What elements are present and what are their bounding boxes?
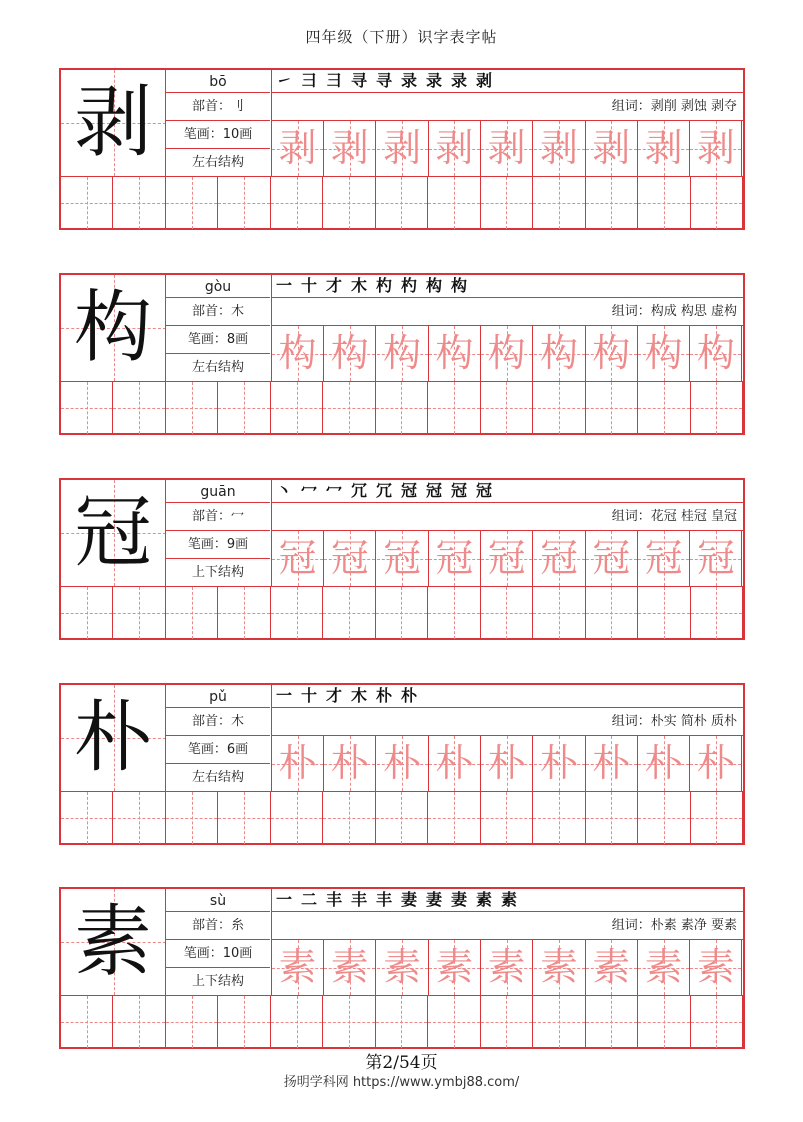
trace-character: 冠 [383,536,422,580]
stroke-step: 冗 [351,481,368,500]
stroke-order [272,275,743,298]
tracing-row [272,531,743,586]
tracing-cell[interactable] [481,121,533,176]
stroke-step: 冠 [426,481,443,500]
practice-cell[interactable] [61,587,113,639]
radical-label: 部首：冖 [166,503,270,531]
stroke-count-label: 笔画：6画 [166,736,270,764]
practice-cell[interactable] [218,792,270,844]
tracing-cell[interactable] [481,531,533,586]
tracing-cell[interactable] [429,121,481,176]
practice-cell[interactable] [376,587,428,639]
practice-cell[interactable] [638,996,690,1048]
stroke-step: 木 [351,276,368,295]
tracing-cell[interactable] [272,121,324,176]
practice-cell[interactable] [481,177,533,229]
practice-cell[interactable] [533,177,585,229]
practice-row [61,586,743,638]
tracing-cell[interactable] [690,940,742,995]
word-examples: 组词：花冠 桂冠 皇冠 [272,503,743,531]
character-card [59,273,745,435]
stroke-count-label: 笔画：10画 [166,940,270,968]
practice-cell[interactable] [323,792,375,844]
tracing-cell[interactable] [638,940,690,995]
stroke-step: 杓 [401,276,418,295]
pinyin-label: bō [166,70,270,93]
page-title: 四年级（下册）识字表字帖 [305,28,498,46]
practice-cell[interactable] [218,996,270,1048]
tracing-cell[interactable] [638,121,690,176]
tracing-cell[interactable] [586,736,638,791]
practice-cell[interactable] [533,792,585,844]
tracing-cell[interactable] [690,326,742,381]
trace-character: 朴 [383,741,422,785]
practice-cell[interactable] [691,382,743,434]
word-examples: 组词：构成 构思 虚构 [272,298,743,326]
stroke-step: 素 [476,890,493,909]
trace-character: 构 [330,331,369,375]
practice-cell[interactable] [638,382,690,434]
practice-cell[interactable] [638,177,690,229]
tracing-row [272,940,743,995]
practice-cell[interactable] [428,382,480,434]
practice-cell[interactable] [271,382,323,434]
tracing-cell[interactable] [429,326,481,381]
structure-label: 左右结构 [191,155,244,170]
character-card [59,887,745,1049]
practice-cell[interactable] [481,996,533,1048]
stroke-step: 丰 [351,890,368,909]
practice-cell[interactable] [533,996,585,1048]
practice-cell[interactable] [166,587,218,639]
pinyin-label: pǔ [166,685,270,708]
character-card [59,68,745,230]
practice-cell[interactable] [691,587,743,639]
tracing-cell[interactable] [690,121,742,176]
model-character: 素 [61,889,166,995]
practice-row [61,381,743,433]
trace-character: 朴 [330,741,369,785]
stroke-step: 素 [501,890,518,909]
stroke-step: 剥 [476,71,493,90]
tracing-cell[interactable] [429,940,481,995]
tracing-cell[interactable] [272,940,324,995]
tracing-cell[interactable] [586,326,638,381]
tracing-cell[interactable] [481,736,533,791]
practice-cell[interactable] [113,792,165,844]
stroke-step: 丰 [326,890,343,909]
practice-cell[interactable] [323,587,375,639]
tracing-cell[interactable] [638,736,690,791]
model-character: 朴 [61,685,166,791]
trace-character: 冠 [539,536,578,580]
tracing-cell[interactable] [324,531,376,586]
stroke-step: 十 [301,686,318,705]
tracing-cell[interactable] [272,531,324,586]
structure-label: 上下结构 [191,974,244,989]
practice-cell[interactable] [376,792,428,844]
model-character: 冠 [61,480,166,586]
practice-cell[interactable] [113,382,165,434]
stroke-order [272,70,743,93]
trace-character: 冠 [592,536,631,580]
stroke-step: 冠 [401,481,418,500]
practice-row [61,995,743,1047]
stroke-step: 一 [276,276,293,295]
tracing-cell[interactable] [690,531,742,586]
stroke-step: 才 [326,276,343,295]
trace-character: 素 [330,945,369,989]
trace-character: 素 [383,945,422,989]
tracing-cell[interactable] [272,326,324,381]
trace-character: 构 [696,331,735,375]
trace-character: 构 [539,331,578,375]
stroke-step: 杓 [376,276,393,295]
character-card [59,683,745,845]
word-examples: 组词：朴素 素净 要素 [272,912,743,940]
stroke-step: 妻 [451,890,468,909]
structure-label: 上下结构 [191,565,244,580]
practice-cell[interactable] [218,587,270,639]
model-character: 构 [61,275,166,381]
tracing-cell[interactable] [429,531,481,586]
character-info [166,685,272,791]
stroke-step: 构 [426,276,443,295]
trace-character: 构 [592,331,631,375]
trace-character: 素 [592,945,631,989]
stroke-step: 录 [451,71,468,90]
tracing-cell[interactable] [324,940,376,995]
character-card [59,478,745,640]
trace-character: 素 [487,945,526,989]
trace-character: 冠 [487,536,526,580]
trace-character: 构 [278,331,317,375]
trace-character: 冠 [644,536,683,580]
stroke-step: 寻 [351,71,368,90]
trace-character: 构 [435,331,474,375]
trace-character: 剥 [592,126,631,170]
stroke-step: 录 [401,71,418,90]
practice-row [61,176,743,228]
word-examples: 组词：朴实 简朴 质朴 [272,708,743,736]
pinyin-label: gòu [166,275,270,298]
trace-character: 朴 [592,741,631,785]
trace-character: 朴 [435,741,474,785]
practice-cell[interactable] [376,177,428,229]
page-number: 第2/54页 [365,1053,438,1073]
practice-cell[interactable] [61,382,113,434]
practice-cell[interactable] [586,792,638,844]
stroke-order [272,480,743,503]
stroke-step: 才 [326,686,343,705]
trace-character: 素 [539,945,578,989]
practice-cell[interactable] [218,382,270,434]
tracing-cell[interactable] [481,940,533,995]
practice-cell[interactable] [428,792,480,844]
practice-cell[interactable] [586,382,638,434]
tracing-cell[interactable] [377,940,429,995]
tracing-cell[interactable] [638,531,690,586]
practice-cell[interactable] [586,177,638,229]
trace-character: 构 [383,331,422,375]
practice-cell[interactable] [271,587,323,639]
trace-character: 朴 [644,741,683,785]
stroke-count-label: 笔画：8画 [166,326,270,354]
stroke-step: 冗 [376,481,393,500]
stroke-step: 朴 [401,686,418,705]
stroke-step: 二 [301,890,318,909]
stroke-order [272,685,743,708]
practice-cell[interactable] [586,587,638,639]
word-examples: 组词：剥削 剥蚀 剥夺 [272,93,743,121]
practice-cell[interactable] [323,177,375,229]
trace-character: 剥 [644,126,683,170]
stroke-step: ㇀ [276,71,293,90]
stroke-step: 彐 [326,71,343,90]
practice-cell[interactable] [166,996,218,1048]
tracing-cell[interactable] [534,326,586,381]
stroke-step: 构 [451,276,468,295]
practice-cell[interactable] [61,792,113,844]
tracing-cell[interactable] [324,326,376,381]
stroke-step: 十 [301,276,318,295]
trace-character: 朴 [278,741,317,785]
trace-character: 朴 [487,741,526,785]
trace-character: 剥 [330,126,369,170]
tracing-cell[interactable] [429,736,481,791]
tracing-cell[interactable] [586,121,638,176]
practice-cell[interactable] [113,177,165,229]
practice-cell[interactable] [428,587,480,639]
tracing-cell[interactable] [324,121,376,176]
stroke-step: 冖 [301,481,318,500]
tracing-cell[interactable] [534,736,586,791]
stroke-step: 冠 [451,481,468,500]
practice-cell[interactable] [323,996,375,1048]
stroke-step: 一 [276,890,293,909]
practice-cell[interactable] [271,996,323,1048]
practice-cell[interactable] [533,382,585,434]
practice-cell[interactable] [586,996,638,1048]
trace-character: 冠 [696,536,735,580]
practice-cell[interactable] [166,177,218,229]
tracing-cell[interactable] [377,531,429,586]
trace-character: 素 [696,945,735,989]
radical-label: 部首：糸 [166,912,270,940]
trace-character: 剥 [435,126,474,170]
trace-character: 素 [278,945,317,989]
practice-cell[interactable] [113,587,165,639]
stroke-step: 朴 [376,686,393,705]
practice-cell[interactable] [428,177,480,229]
practice-cell[interactable] [691,996,743,1048]
trace-character: 冠 [330,536,369,580]
site-footer: 扬明学科网 https://www.ymbj88.com/ [283,1075,520,1090]
stroke-step: 妻 [426,890,443,909]
tracing-cell[interactable] [377,736,429,791]
structure-label: 左右结构 [191,770,244,785]
practice-cell[interactable] [376,996,428,1048]
trace-character: 素 [644,945,683,989]
practice-cell[interactable] [428,996,480,1048]
character-info [166,70,272,176]
practice-cell[interactable] [271,177,323,229]
tracing-cell[interactable] [481,326,533,381]
tracing-cell[interactable] [586,940,638,995]
stroke-step: 录 [426,71,443,90]
pinyin-label: guān [166,480,270,503]
stroke-step: 冠 [476,481,493,500]
stroke-step: 寻 [376,71,393,90]
character-info [166,889,272,995]
practice-cell[interactable] [481,587,533,639]
trace-character: 朴 [696,741,735,785]
character-info [166,480,272,586]
trace-character: 剥 [539,126,578,170]
practice-cell[interactable] [481,382,533,434]
tracing-cell[interactable] [534,121,586,176]
practice-cell[interactable] [638,587,690,639]
tracing-cell[interactable] [272,736,324,791]
stroke-step: 一 [276,686,293,705]
practice-cell[interactable] [113,996,165,1048]
stroke-step: 木 [351,686,368,705]
radical-label: 部首：木 [166,298,270,326]
trace-character: 朴 [539,741,578,785]
stroke-step: 丰 [376,890,393,909]
tracing-cell[interactable] [534,531,586,586]
trace-character: 剥 [278,126,317,170]
trace-character: 冠 [435,536,474,580]
trace-character: 剥 [487,126,526,170]
practice-cell[interactable] [691,177,743,229]
radical-label: 部首：刂 [166,93,270,121]
practice-cell[interactable] [271,792,323,844]
practice-cell[interactable] [61,177,113,229]
stroke-step: 丶 [276,481,293,500]
practice-cell[interactable] [166,382,218,434]
trace-character: 剥 [696,126,735,170]
practice-cell[interactable] [61,996,113,1048]
stroke-order [272,889,743,912]
trace-character: 构 [644,331,683,375]
model-character: 剥 [61,70,166,176]
radical-label: 部首：木 [166,708,270,736]
tracing-row [272,326,743,381]
stroke-step: 彐 [301,71,318,90]
practice-cell[interactable] [218,177,270,229]
stroke-step: 妻 [401,890,418,909]
tracing-cell[interactable] [377,326,429,381]
tracing-cell[interactable] [690,736,742,791]
pinyin-label: sù [166,889,270,912]
stroke-count-label: 笔画：10画 [166,121,270,149]
tracing-cell[interactable] [534,940,586,995]
character-info [166,275,272,381]
trace-character: 冠 [278,536,317,580]
tracing-cell[interactable] [586,531,638,586]
tracing-cell[interactable] [377,121,429,176]
trace-character: 剥 [383,126,422,170]
tracing-cell[interactable] [638,326,690,381]
practice-cell[interactable] [481,792,533,844]
stroke-step: 冖 [326,481,343,500]
practice-cell[interactable] [323,382,375,434]
trace-character: 素 [435,945,474,989]
tracing-cell[interactable] [324,736,376,791]
practice-row [61,791,743,843]
practice-cell[interactable] [376,382,428,434]
structure-label: 左右结构 [191,360,244,375]
tracing-row [272,121,743,176]
tracing-row [272,736,743,791]
practice-cell[interactable] [691,792,743,844]
practice-cell[interactable] [533,587,585,639]
practice-cell[interactable] [638,792,690,844]
practice-cell[interactable] [166,792,218,844]
trace-character: 构 [487,331,526,375]
stroke-count-label: 笔画：9画 [166,531,270,559]
